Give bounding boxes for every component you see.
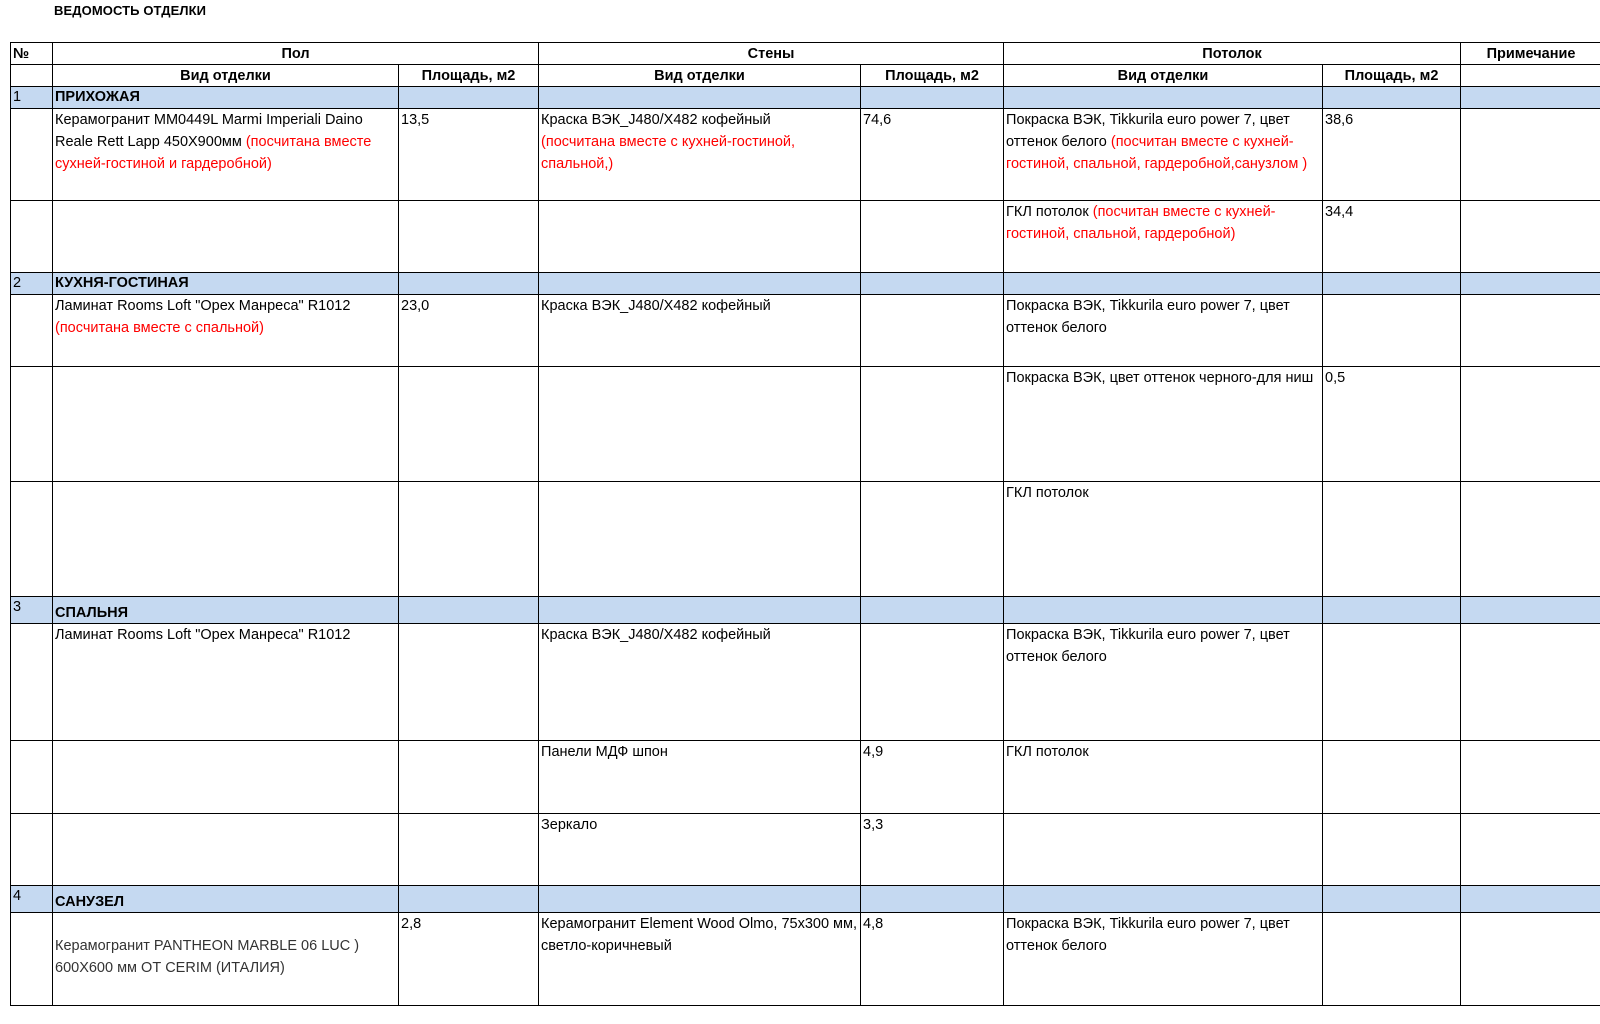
ceiling-finish-cell[interactable]: Покраска ВЭК, Tikkurila euro power 7, цвет оттенок белого bbox=[1004, 624, 1323, 741]
note-cell[interactable] bbox=[1461, 367, 1600, 482]
table-row bbox=[11, 913, 1600, 1006]
wall-finish-cell[interactable] bbox=[539, 201, 861, 273]
section-number: 2 bbox=[11, 273, 53, 295]
ceiling-note: (посчитан вместе с кухней-гостиной, спальной, гардеробной,санузлом ) bbox=[1006, 134, 1308, 172]
header-blank bbox=[11, 65, 53, 87]
floor-note: (посчитана вместе с спальной) bbox=[55, 320, 264, 336]
floor-finish-cell[interactable] bbox=[53, 109, 399, 201]
header-row-1 bbox=[11, 43, 1600, 65]
section-row-4 bbox=[11, 886, 1600, 913]
wall-finish-cell[interactable]: Зеркало bbox=[539, 814, 861, 886]
header-wall-type: Вид отделки bbox=[539, 65, 861, 87]
header-ceiling: Потолок bbox=[1004, 43, 1461, 65]
table-row bbox=[11, 367, 1600, 482]
section-name: КУХНЯ-ГОСТИНАЯ bbox=[53, 273, 399, 295]
section-name: САНУЗЕЛ bbox=[53, 886, 399, 913]
wall-area-cell[interactable] bbox=[861, 482, 1004, 597]
note-cell[interactable] bbox=[1461, 814, 1600, 886]
wall-area-cell[interactable] bbox=[861, 367, 1004, 482]
header-walls: Стены bbox=[539, 43, 1004, 65]
floor-finish: Керамогранит PANTHEON MARBLE 06 LUC ) 600X600 мм ОТ CERIM (ИТАЛИЯ) bbox=[55, 938, 360, 976]
ceiling-area-cell[interactable] bbox=[1323, 624, 1461, 741]
wall-finish-cell[interactable]: Керамогранит Element Wood Olmo, 75х300 мм, светло-коричневый bbox=[539, 913, 861, 1006]
ceiling-area-cell[interactable] bbox=[1323, 814, 1461, 886]
ceiling-finish-cell[interactable]: Покраска ВЭК, Tikkurila euro power 7, цвет оттенок белого bbox=[1004, 913, 1323, 1006]
wall-finish-cell[interactable]: Краска ВЭК_J480/X482 кофейный bbox=[539, 624, 861, 741]
table-row bbox=[11, 814, 1600, 886]
floor-finish: Ламинат Rooms Loft "Орех Манреса" R1012 bbox=[55, 298, 351, 314]
floor-area-cell[interactable] bbox=[399, 814, 539, 886]
table-row bbox=[11, 624, 1600, 741]
header-floor-area: Площадь, м2 bbox=[399, 65, 539, 87]
section-number: 4 bbox=[11, 886, 53, 913]
ceiling-finish-cell[interactable]: ГКЛ потолок bbox=[1004, 741, 1323, 814]
section-number: 3 bbox=[11, 597, 53, 624]
table-row bbox=[11, 201, 1600, 273]
floor-finish-cell[interactable] bbox=[53, 367, 399, 482]
ceiling-finish-cell[interactable]: Покраска ВЭК, Tikkurila euro power 7, цвет оттенок белого bbox=[1004, 295, 1323, 367]
floor-finish-cell[interactable] bbox=[53, 814, 399, 886]
floor-finish-cell[interactable] bbox=[53, 741, 399, 814]
section-row-2 bbox=[11, 273, 1600, 295]
header-floor-type: Вид отделки bbox=[53, 65, 399, 87]
table-row bbox=[11, 109, 1600, 201]
ceiling-finish-cell[interactable]: Покраска ВЭК, цвет оттенок черного-для ниш bbox=[1004, 367, 1323, 482]
floor-note: (посчитана вместе сухней-гостиной и гардеробной) bbox=[55, 134, 372, 172]
ceiling-area-cell[interactable]: 0,5 bbox=[1323, 367, 1461, 482]
wall-area-cell[interactable] bbox=[861, 295, 1004, 367]
note-cell[interactable] bbox=[1461, 201, 1600, 273]
table-row bbox=[11, 295, 1600, 367]
ceiling-area-cell[interactable] bbox=[1323, 295, 1461, 367]
document-title: ВЕДОМОСТЬ ОТДЕЛКИ bbox=[54, 3, 207, 18]
header-floor: Пол bbox=[53, 43, 539, 65]
floor-area-cell[interactable] bbox=[399, 367, 539, 482]
ceiling-note: (посчитан вместе с кухней-гостиной, спальной, гардеробной) bbox=[1006, 204, 1276, 242]
floor-area-cell[interactable] bbox=[399, 741, 539, 814]
table-row bbox=[11, 741, 1600, 814]
wall-note: (посчитана вместе с кухней-гостиной, спальной,) bbox=[541, 134, 796, 172]
wall-area-cell[interactable]: 4,9 bbox=[861, 741, 1004, 814]
ceiling-area-cell[interactable] bbox=[1323, 741, 1461, 814]
wall-area-cell[interactable]: 74,6 bbox=[861, 109, 1004, 201]
note-cell[interactable] bbox=[1461, 913, 1600, 1006]
floor-finish-cell[interactable] bbox=[53, 295, 399, 367]
ceiling-area-cell[interactable] bbox=[1323, 913, 1461, 1006]
ceiling-finish-cell[interactable]: ГКЛ потолок bbox=[1004, 482, 1323, 597]
wall-area-cell[interactable] bbox=[861, 201, 1004, 273]
header-num: № bbox=[11, 43, 53, 65]
ceiling-area-cell[interactable]: 38,6 bbox=[1323, 109, 1461, 201]
floor-area-cell[interactable]: 13,5 bbox=[399, 109, 539, 201]
floor-finish-cell[interactable] bbox=[53, 482, 399, 597]
header-row-2 bbox=[11, 65, 1600, 87]
floor-area-cell[interactable]: 2,8 bbox=[399, 913, 539, 1006]
header-note-blank bbox=[1461, 65, 1600, 87]
header-ceiling-type: Вид отделки bbox=[1004, 65, 1323, 87]
ceiling-finish: ГКЛ потолок bbox=[1006, 204, 1089, 220]
note-cell[interactable] bbox=[1461, 109, 1600, 201]
finishing-schedule-table bbox=[10, 42, 1600, 1006]
note-cell[interactable] bbox=[1461, 482, 1600, 597]
wall-finish-cell[interactable]: Краска ВЭК_J480/X482 кофейный bbox=[539, 295, 861, 367]
floor-area-cell[interactable] bbox=[399, 624, 539, 741]
ceiling-area-cell[interactable] bbox=[1323, 482, 1461, 597]
ceiling-finish-cell[interactable] bbox=[1004, 109, 1323, 201]
wall-finish-cell[interactable] bbox=[539, 367, 861, 482]
floor-area-cell[interactable]: 23,0 bbox=[399, 295, 539, 367]
section-name: ПРИХОЖАЯ bbox=[53, 87, 399, 109]
section-row-1 bbox=[11, 87, 1600, 109]
section-name: СПАЛЬНЯ bbox=[53, 597, 399, 624]
note-cell[interactable] bbox=[1461, 295, 1600, 367]
wall-finish-cell[interactable] bbox=[539, 482, 861, 597]
wall-finish-cell[interactable]: Панели МДФ шпон bbox=[539, 741, 861, 814]
floor-area-cell[interactable] bbox=[399, 201, 539, 273]
floor-finish-cell[interactable] bbox=[53, 201, 399, 273]
header-ceiling-area: Площадь, м2 bbox=[1323, 65, 1461, 87]
note-cell[interactable] bbox=[1461, 624, 1600, 741]
wall-finish: Краска ВЭК_J480/X482 кофейный bbox=[541, 112, 771, 128]
wall-area-cell[interactable]: 4,8 bbox=[861, 913, 1004, 1006]
note-cell[interactable] bbox=[1461, 741, 1600, 814]
wall-area-cell[interactable]: 3,3 bbox=[861, 814, 1004, 886]
floor-area-cell[interactable] bbox=[399, 482, 539, 597]
wall-finish-cell[interactable] bbox=[539, 109, 861, 201]
header-note: Примечание bbox=[1461, 43, 1600, 65]
ceiling-finish-cell[interactable] bbox=[1004, 201, 1323, 273]
wall-area-cell[interactable] bbox=[861, 624, 1004, 741]
ceiling-area-cell[interactable]: 34,4 bbox=[1323, 201, 1461, 273]
floor-finish-cell[interactable]: Ламинат Rooms Loft "Орех Манреса" R1012 bbox=[53, 624, 399, 741]
section-number: 1 bbox=[11, 87, 53, 109]
header-wall-area: Площадь, м2 bbox=[861, 65, 1004, 87]
ceiling-finish-cell[interactable] bbox=[1004, 814, 1323, 886]
section-row-3 bbox=[11, 597, 1600, 624]
floor-finish: Керамогранит MM0449L Marmi Imperiali Daino Reale Rett Lapp 450X900мм bbox=[55, 112, 363, 150]
floor-finish-cell[interactable] bbox=[53, 913, 399, 1006]
ceiling-finish: Покраска ВЭК, Tikkurila euro power 7, цвет оттенок белого bbox=[1006, 112, 1290, 150]
table-row bbox=[11, 482, 1600, 597]
